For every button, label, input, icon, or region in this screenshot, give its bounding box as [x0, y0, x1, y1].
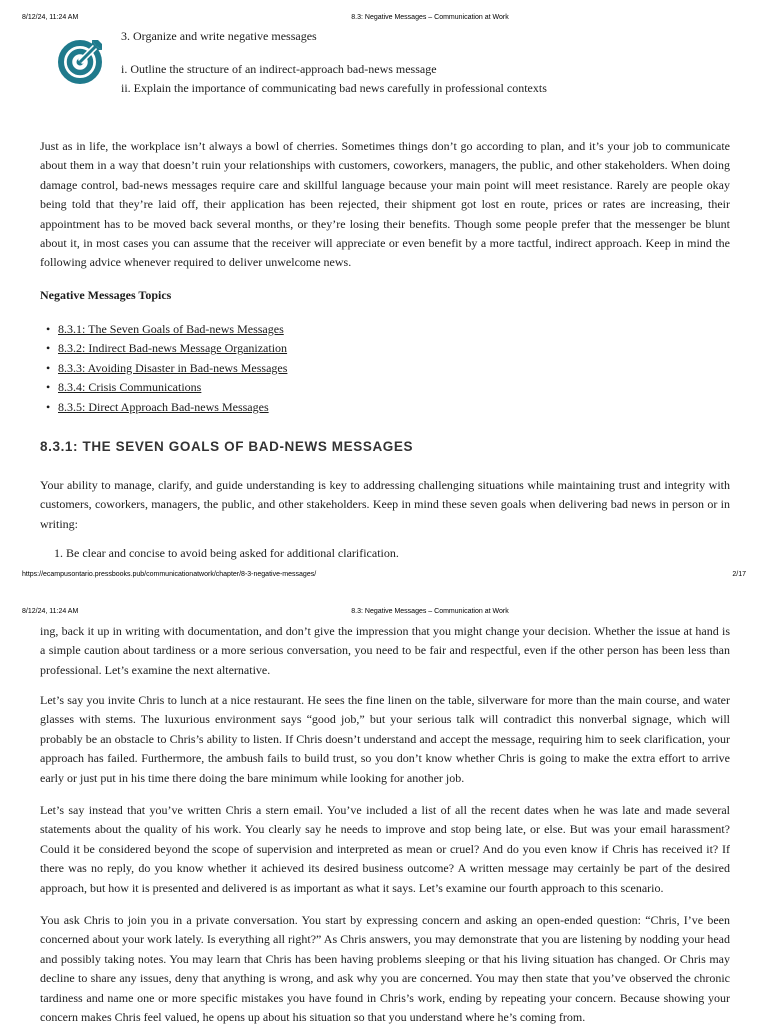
objective-item-i: i. Outline the structure of an indirect-approach bad-news message: [121, 62, 437, 76]
print-page-number: 2/17: [732, 571, 746, 578]
list-item: • 8.3.3: Avoiding Disaster in Bad-news Messages: [46, 360, 288, 375]
body-paragraph-2: Let’s say you invite Chris to lunch at a nice restaurant. He sees the fine linen on the table, silverware for more than the main course, and water glasses with stems. The luxurious environment says “good job,” but your serious talk will contradict this nonverbal signage, which will probably be an obstacle to Chris’s ability to listen. If Chris doesn’t understand and accept the message, requiring him to seek clarification, your approach has failed. Furthermore, the ambush fails to build trust, so you don’t know whether Chris is going to make the extra effort to arrive early or just put in his time there doing the bare minimum while looking for another job.: [40, 693, 730, 785]
body-paragraph-3: Let’s say instead that you’ve written Chris a stern email. You’ve included a list of all the recent dates when he was late and made several statements about the quality of his work. You clearly say he needs to improve and stop being late, or else. But was your email harassment? Could it be considered beyond the scope of supervision and interpreted as mean or cruel? And do you even know if Chris has received it? If there was no reply, do you know whether it achieved its desired business outcome? A written message may certainly be part of the desired approach, but how it is presented and delivered is as important as what it says. Let’s examine our fourth approach to this scenario.: [40, 803, 730, 895]
goal-item-1: 1. Be clear and concise to avoid being asked for additional clarification.: [54, 546, 399, 560]
topic-link-8-3-5[interactable]: 8.3.5: Direct Approach Bad-news Messages: [58, 399, 269, 414]
objective-title: 3. Organize and write negative messages: [121, 29, 317, 43]
topics-heading: Negative Messages Topics: [40, 288, 172, 302]
list-item: • 8.3.2: Indirect Bad-news Message Organization: [46, 341, 288, 356]
print-page-title: 8.3: Negative Messages – Communication at Work: [351, 608, 509, 615]
body-paragraph-4: You ask Chris to join you in a private conversation. You start by expressing concern and asking an open-ended question: “Chris, I’ve been concerned about your work lately. Is everything all right?” As Chris answers, you may demonstrate that you are listening by nodding your head and possibly taking notes. You may learn that Chris has been having problems sleeping or that his living situation has changed. Or Chris may decline to share any issues, deny that anything is wrong, and ask why you are concerned. You may then state that you’ve observed the chronic tardiness and name one or more specific mistakes you have found in Chris’s work, ending by repeating your concern. Because showing your concern makes Chris feel valued, he opens up about his situation so that you understand where he’s coming from.: [40, 913, 730, 1024]
topic-link-8-3-1[interactable]: 8.3.1: The Seven Goals of Bad-news Messages: [58, 322, 284, 336]
topic-link-8-3-2[interactable]: 8.3.2: Indirect Bad-news Message Organization: [58, 341, 288, 356]
body-paragraph-1: ing, back it up in writing with documentation, and don’t give the impression that you might change your decision. Whether the issue at hand is a simple caution about tardiness or a more serious conversation, you need to be fair and respectful, even if the other person has been less than professional. Let’s examine the next alternative.: [40, 624, 730, 677]
print-timestamp: 8/12/24, 11:24 AM: [22, 608, 79, 615]
list-item: • 8.3.5: Direct Approach Bad-news Messages: [46, 399, 269, 414]
target-arrow-icon: [58, 36, 106, 84]
section-paragraph: Your ability to manage, clarify, and guide understanding is key to addressing challenging situations while maintaining trust and integrity with customers, coworkers, managers, the public, and other stakeholders. Keep in mind these seven goals when delivering bad news in person or in writing:: [40, 478, 730, 531]
list-item: • 8.3.1: The Seven Goals of Bad-news Messages: [46, 322, 284, 336]
page-separator: [0, 583, 768, 598]
topic-link-8-3-3[interactable]: 8.3.3: Avoiding Disaster in Bad-news Messages: [58, 360, 288, 375]
print-url: https://ecampusontario.pressbooks.pub/communicationatwork/chapter/8-3-negative-messages/: [22, 571, 317, 578]
pdf-page-2: [0, 598, 768, 1024]
print-timestamp: 8/12/24, 11:24 AM: [22, 14, 79, 21]
topics-list: [40, 320, 287, 417]
objective-item-ii: ii. Explain the importance of communicating bad news carefully in professional contexts: [121, 81, 547, 95]
topic-link-8-3-4[interactable]: 8.3.4: Crisis Communications: [58, 380, 202, 395]
section-heading: 8.3.1: THE SEVEN GOALS OF BAD-NEWS MESSAGES: [40, 439, 414, 454]
intro-paragraph: Just as in life, the workplace isn’t always a bowl of cherries. Sometimes things don’t go according to plan, and it’s your job to communicate about them in a way that doesn’t ruin your relationships with customers, coworkers, managers, the public, and other stakeholders. When doing damage control, bad-news messages require care and skillful language because your main point will meet resistance. Rarely are people okay being told that they’re laid off, their application has been rejected, their shipment got lost en route, prices or rates are increasing, their appointment has to be moved back several months, or they’re losing their benefits. Though some people prefer that the messenger be blunt about it, in most cases you can assume that the receiver will appreciate or even benefit by a more tactful, indirect approach. Keep in mind the following advice whenever required to deliver unwelcome news.: [40, 139, 730, 270]
print-page-title: 8.3: Negative Messages – Communication at Work: [351, 14, 509, 21]
list-item: • 8.3.4: Crisis Communications: [46, 380, 202, 395]
